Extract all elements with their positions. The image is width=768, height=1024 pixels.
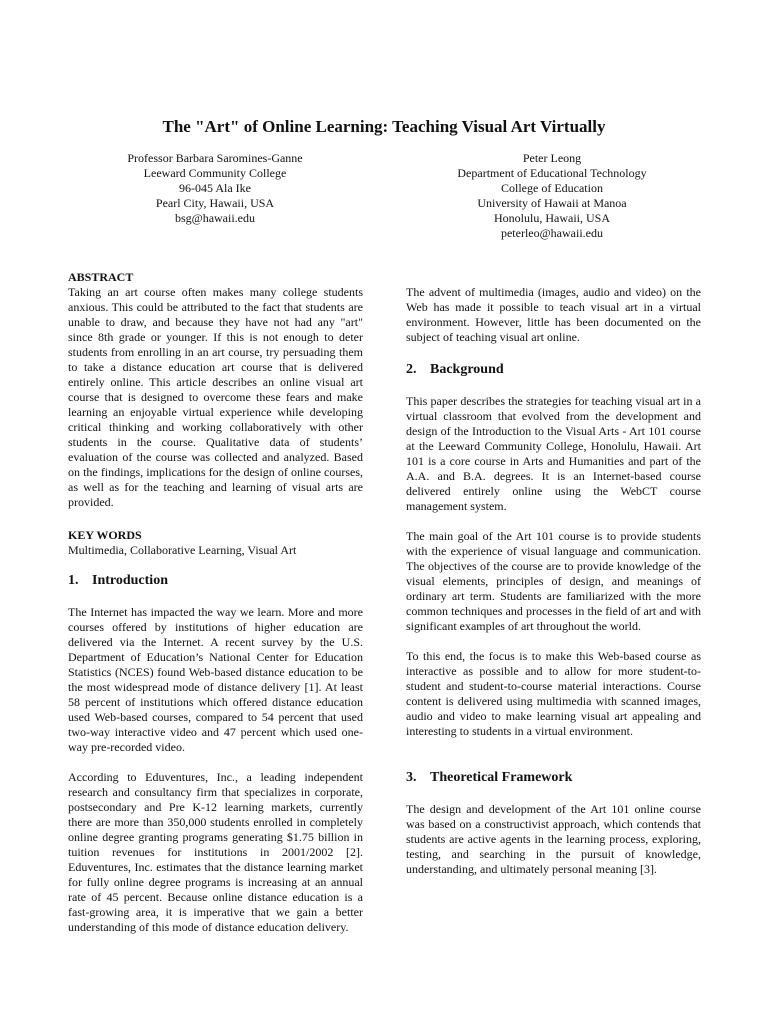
author-affiliation: University of Hawaii at Manoa	[477, 196, 627, 210]
left-column	[68, 270, 363, 935]
body-paragraph: According to Eduventures, Inc., a leading independent research and consultancy firm that specializes in corporate, postsecondary and Pre K-12 learning markets, currently there are more than 350,000 students enrolled in completely online degree granting programs generating $1.75 billion in tuition revenues for institutions in 2001/2002 [2]. Eduventures, Inc. estimates that the distance learning market for fully online degree programs is increasing at an annual rate of 45 percent. Because online distance education is a fast-growing area, it is imperative that we gain a better understanding of this mode of distance education delivery.	[68, 770, 363, 934]
section-title: Theoretical Framework	[430, 770, 573, 785]
body-paragraph: The Internet has impacted the way we learn. More and more courses offered by institutions of higher education are delivered via the Internet. A recent survey by the U.S. Department of Education’s National Center for Education Statistics (NCES) found Web-based distance education to be the most widespread mode of distance delivery [1]. At least 58 percent of institutions which offered distance education used Web-based courses, compared to 54 percent that used two-way interactive video and 47 percent which used one-way pre-recorded video.	[68, 605, 363, 754]
abstract-text: Taking an art course often makes many college students anxious. This could be attributed to the fact that students are unable to draw, and because they have not had any "art" since 8th grade or younger. If this is not enough to deter students from enrolling in an art course, try persuading them to take a distance education art course that is delivered entirely online. This article describes an online visual art course that is designed to overcome these fears and make learning an enjoyable virtual experience while developing critical thinking and working collaboratively with other students in the course. Qualitative data of students’ evaluation of the course was collected and analyzed. Based on the findings, implications for the design of online courses, as well as for the teaching and learning of visual arts are provided.	[68, 285, 363, 509]
body-paragraph: This paper describes the strategies for teaching visual art in a virtual classroom that evolved from the development and design of the Introduction to the Visual Arts - Art 101 course at the Leeward Community College, Honolulu, Hawaii. Art 101 is a core course in Arts and Humanities and part of the A.A. and B.A. degrees. It is an Internet-based course delivered entirely online using the WebCT course management system.	[406, 394, 701, 513]
author-name: Professor Barbara Saromines-Ganne	[127, 151, 303, 165]
author-affiliation: Leeward Community College	[143, 166, 287, 180]
author-block-2	[402, 151, 702, 241]
author-college: College of Education	[501, 181, 603, 195]
section-number: 3.	[406, 770, 417, 785]
section-heading-background	[406, 361, 701, 379]
section-number: 1.	[68, 573, 79, 588]
keywords-text: Multimedia, Collaborative Learning, Visual Art	[68, 543, 297, 557]
author-location: Pearl City, Hawaii, USA	[155, 196, 275, 210]
abstract-label: ABSTRACT	[68, 270, 134, 284]
author-email: bsg@hawaii.edu	[174, 211, 256, 225]
section-number: 2.	[406, 362, 417, 377]
author-block-1	[65, 151, 365, 226]
author-address: 96-045 Ala Ike	[179, 181, 251, 195]
keywords-label: KEY WORDS	[68, 528, 142, 542]
section-heading-theoretical-framework	[406, 769, 701, 787]
paper-title: The "Art" of Online Learning: Teaching Visual Art Virtually	[162, 117, 606, 136]
author-email: peterleo@hawaii.edu	[500, 226, 603, 240]
section-title: Introduction	[92, 573, 168, 588]
author-location: Honolulu, Hawaii, USA	[494, 211, 610, 225]
body-paragraph: The design and development of the Art 101 online course was based on a constructivist approach, which contends that students are active agents in the learning process, exploring, testing, and searching in the pursuit of knowledge, understanding, and ultimately personal meaning [3].	[406, 802, 701, 876]
body-paragraph: To this end, the focus is to make this Web-based course as interactive as possible and to allow for more student-to-student and student-to-course material interactions. Course content is delivered using multimedia with scanned images, audio and video to make learning visual art appealing and interesting to students in a virtual environment.	[406, 649, 701, 738]
right-column	[406, 285, 701, 877]
body-paragraph: The advent of multimedia (images, audio and video) on the Web has made it possible to teach visual art in a virtual environment. However, little has been documented on the subject of teaching visual art online.	[406, 285, 701, 344]
author-name: Peter Leong	[522, 151, 582, 165]
author-department: Department of Educational Technology	[457, 166, 647, 180]
body-paragraph: The main goal of the Art 101 course is to provide students with the experience of visual language and communication. The objectives of the course are to provide knowledge of the visual elements, principles of design, and meanings of ordinary art term. Students are familiarized with the more common techniques and processes in the field of art and with significant examples of art throughout the world.	[406, 529, 701, 633]
section-title: Background	[430, 362, 504, 377]
section-heading-introduction	[68, 572, 363, 590]
